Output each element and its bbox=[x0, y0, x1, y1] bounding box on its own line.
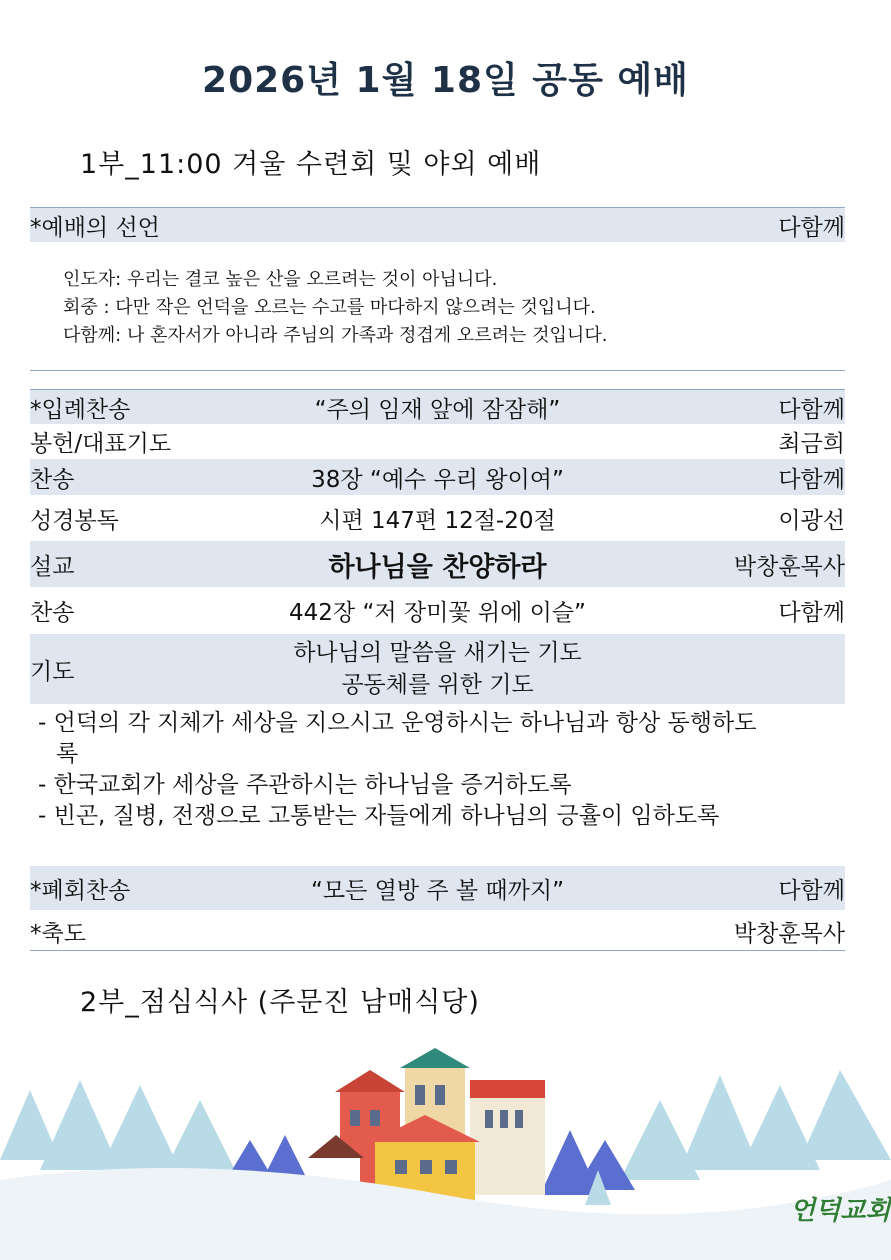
benediction-row bbox=[30, 912, 845, 950]
row-label: *입례찬송 bbox=[30, 396, 131, 423]
part2-heading: 2부_점심식사 (주문진 남매식당) bbox=[80, 987, 480, 1018]
row-label: 설교 bbox=[30, 553, 75, 580]
closing-hymn-row bbox=[30, 866, 845, 910]
row-leader: 박창훈목사 bbox=[733, 553, 845, 580]
row-content: 442장 “저 장미꽃 위에 이슬” bbox=[289, 599, 586, 626]
row-label: *축도 bbox=[30, 920, 86, 947]
order-row bbox=[30, 424, 845, 458]
row-leader: 최금희 bbox=[778, 430, 845, 457]
row-label: 기도 bbox=[30, 658, 75, 685]
resp-line: 인도자: 우리는 결코 높은 산을 오르려는 것이 아닙니다. bbox=[63, 269, 498, 290]
responsive-reading bbox=[63, 266, 607, 350]
row-label: *폐회찬송 bbox=[30, 877, 131, 904]
row-label: *예배의 선언 bbox=[30, 214, 160, 241]
divider bbox=[30, 950, 845, 951]
page-title: 2026년 1월 18일 공동 예배 bbox=[202, 60, 689, 101]
row-content: 38장 “예수 우리 왕이여” bbox=[311, 466, 564, 493]
row-leader: 다함께 bbox=[778, 466, 845, 493]
row-label: 봉헌/대표기도 bbox=[30, 430, 172, 457]
prayer-titles bbox=[30, 637, 845, 701]
resp-line: 다함께: 나 혼자서가 아니라 주님의 가족과 정겹게 오르려는 것입니다. bbox=[63, 325, 608, 346]
prayer-item: - 빈곤, 질병, 전쟁으로 고통받는 자들에게 하나님의 긍휼이 임하도록 bbox=[38, 803, 720, 829]
row-content: 시편 147편 12절-20절 bbox=[319, 507, 556, 534]
church-logo: 언덕교회 bbox=[790, 1196, 891, 1226]
row-leader: 다함께 bbox=[778, 396, 845, 423]
row-leader: 다함께 bbox=[778, 599, 845, 626]
row-label: 성경봉독 bbox=[30, 507, 119, 534]
prayer-title-1: 하나님의 말씀을 새기는 기도 bbox=[293, 640, 582, 666]
prayer-title-2: 공동체를 위한 기도 bbox=[341, 672, 534, 698]
row-label: 찬송 bbox=[30, 599, 75, 626]
resp-line: 회중 : 다만 작은 언덕을 오르는 수고를 마다하지 않으려는 것입니다. bbox=[63, 297, 596, 318]
part1-heading: 1부_11:00 겨울 수련회 및 야외 예배 bbox=[80, 149, 542, 180]
prayer-row bbox=[30, 634, 845, 704]
row-label: 찬송 bbox=[30, 466, 75, 493]
row-leader: 이광선 bbox=[778, 507, 845, 534]
prayer-item: - 한국교회가 세상을 주관하시는 하나님을 증거하도록 bbox=[38, 772, 572, 798]
row-leader: 다함께 bbox=[778, 214, 845, 241]
winter-village-illustration bbox=[0, 1030, 891, 1260]
call-to-worship-row bbox=[30, 208, 845, 242]
row-content: “주의 임재 앞에 잠잠해” bbox=[314, 396, 561, 423]
sermon-title: 하나님을 찬양하라 bbox=[328, 551, 547, 583]
prayer-item: - 언덕의 각 지체가 세상을 지으시고 운영하시는 하나님과 항상 동행하도록 bbox=[38, 710, 757, 767]
row-leader: 박창훈목사 bbox=[733, 920, 845, 947]
prayer-items bbox=[38, 708, 778, 832]
order-row bbox=[30, 459, 845, 495]
order-row bbox=[30, 390, 845, 424]
order-row bbox=[30, 589, 845, 631]
row-leader: 다함께 bbox=[778, 877, 845, 904]
divider bbox=[30, 370, 845, 371]
row-content: “모든 열방 주 볼 때까지” bbox=[310, 877, 565, 904]
order-row bbox=[30, 497, 845, 539]
sermon-row bbox=[30, 541, 845, 587]
